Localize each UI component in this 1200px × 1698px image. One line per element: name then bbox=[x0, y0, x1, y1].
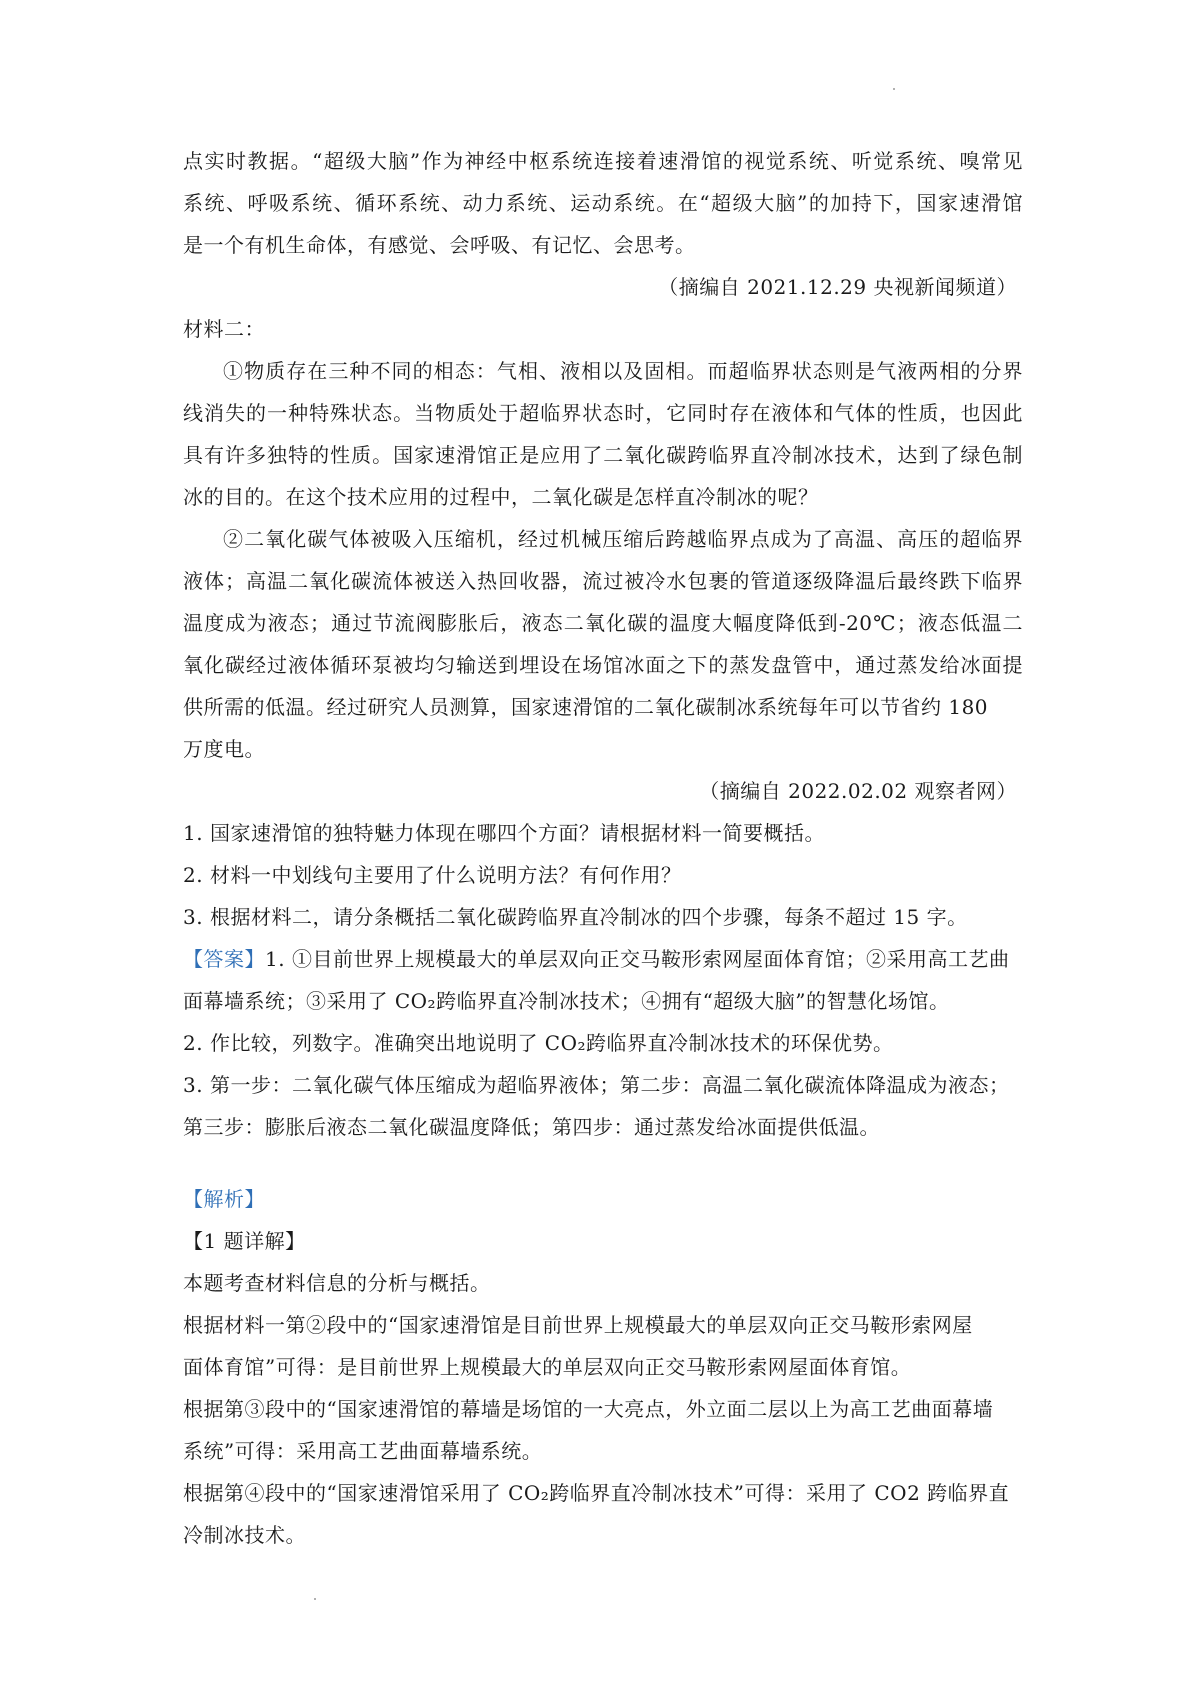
text-line: 氧化碳经过液体循环泵被均匀输送到埋设在场馆冰面之下的蒸发盘管中，通过蒸发给冰面提 bbox=[183, 653, 1023, 677]
source-citation: （摘编自 2022.02.02 观察者网） bbox=[699, 779, 1017, 803]
text-line: ①物质存在三种不同的相态：气相、液相以及固相。而超临界状态则是气液两相的分界 bbox=[223, 359, 1023, 383]
analysis-tag: 【解析】 bbox=[183, 1187, 265, 1211]
text-line: 冰的目的。在这个技术应用的过程中，二氧化碳是怎样直冷制冰的呢？ bbox=[183, 485, 819, 509]
answer-line: 2. 作比较，列数字。准确突出地说明了 CO₂跨临界直冷制冰技术的环保优势。 bbox=[183, 1031, 894, 1055]
answer-line: 面幕墙系统；③采用了 CO₂跨临界直冷制冰技术；④拥有“超级大脑”的智慧化场馆。 bbox=[183, 989, 950, 1013]
answer-text: 1. ①目前世界上规模最大的单层双向正交马鞍形索网屋面体育馆；②采用高工艺曲 bbox=[265, 947, 1010, 971]
answer-section bbox=[183, 938, 1023, 1148]
analysis-line: 根据第④段中的“国家速滑馆采用了 CO₂跨临界直冷制冰技术”可得：采用了 CO2 跨临界直 bbox=[183, 1481, 1010, 1505]
detail-title: 【1 题详解】 bbox=[183, 1229, 306, 1253]
scan-dot-bottom bbox=[314, 1598, 316, 1600]
source-citation: （摘编自 2021.12.29 央视新闻频道） bbox=[658, 275, 1017, 299]
text-line: 温度成为液态；通过节流阀膨胀后，液态二氧化碳的温度大幅度降低到-20℃；液态低温二 bbox=[183, 611, 1023, 635]
document-body bbox=[183, 140, 1023, 1556]
text-line: ②二氧化碳气体被吸入压缩机，经过机械压缩后跨越临界点成为了高温、高压的超临界 bbox=[223, 527, 1023, 551]
text-line: 线消失的一种特殊状态。当物质处于超临界状态时，它同时存在液体和气体的性质，也因此 bbox=[183, 401, 1023, 425]
analysis-line: 面体育馆”可得：是目前世界上规模最大的单层双向正交马鞍形索网屋面体育馆。 bbox=[183, 1355, 912, 1379]
material-two-paragraph-2 bbox=[183, 518, 1023, 770]
answer-tag: 【答案】 bbox=[183, 947, 265, 971]
analysis-line: 冷制冰技术。 bbox=[183, 1523, 306, 1547]
material-two-title: 材料二： bbox=[183, 317, 265, 341]
analysis-line: 本题考查材料信息的分析与概括。 bbox=[183, 1271, 491, 1295]
question-item: 2. 材料一中划线句主要用了什么说明方法？有何作用？ bbox=[183, 863, 682, 887]
text-line: 是一个有机生命体，有感觉、会呼吸、有记忆、会思考。 bbox=[183, 233, 696, 257]
text-line: 点实时教据。“超级大脑”作为神经中枢系统连接着速滑馆的视觉系统、听觉系统、嗅常见 bbox=[183, 149, 1023, 173]
analysis-line: 根据第③段中的“国家速滑馆的幕墙是场馆的一大亮点，外立面二层以上为高工艺曲面幕墙 bbox=[183, 1397, 994, 1421]
answer-line: 3. 第一步：二氧化碳气体压缩成为超临界液体；第二步：高温二氧化碳流体降温成为液态； bbox=[183, 1073, 1010, 1097]
question-item: 3. 根据材料二，请分条概括二氧化碳跨临界直冷制冰的四个步骤，每条不超过 15 字。 bbox=[183, 905, 968, 929]
text-line: 具有许多独特的性质。国家速滑馆正是应用了二氧化碳跨临界直冷制冰技术，达到了绿色制 bbox=[183, 443, 1023, 467]
material-one-tail bbox=[183, 140, 1023, 266]
analysis-section bbox=[183, 1178, 1023, 1556]
text-line: 系统、呼吸系统、循环系统、动力系统、运动系统。在“超级大脑”的加持下，国家速滑馆 bbox=[183, 191, 1023, 215]
text-line: 万度电。 bbox=[183, 737, 265, 761]
material-two-paragraph-1 bbox=[183, 350, 1023, 518]
analysis-line: 系统”可得：采用高工艺曲面幕墙系统。 bbox=[183, 1439, 543, 1463]
text-line: 供所需的低温。经过研究人员测算，国家速滑馆的二氧化碳制冰系统每年可以节省约 180 bbox=[183, 695, 989, 719]
question-list bbox=[183, 812, 1023, 938]
analysis-line: 根据材料一第②段中的“国家速滑馆是目前世界上规模最大的单层双向正交马鞍形索网屋 bbox=[183, 1313, 973, 1337]
answer-line-first bbox=[183, 938, 1023, 980]
section-gap bbox=[183, 1148, 1023, 1178]
text-line: 液体；高温二氧化碳流体被送入热回收器，流过被冷水包裹的管道逐级降温后最终跌下临界 bbox=[183, 569, 1023, 593]
answer-line: 第三步：膨胀后液态二氧化碳温度降低；第四步：通过蒸发给冰面提供低温。 bbox=[183, 1115, 880, 1139]
question-item: 1. 国家速滑馆的独特魅力体现在哪四个方面？请根据材料一简要概括。 bbox=[183, 821, 825, 845]
scan-dot-top bbox=[893, 88, 895, 90]
